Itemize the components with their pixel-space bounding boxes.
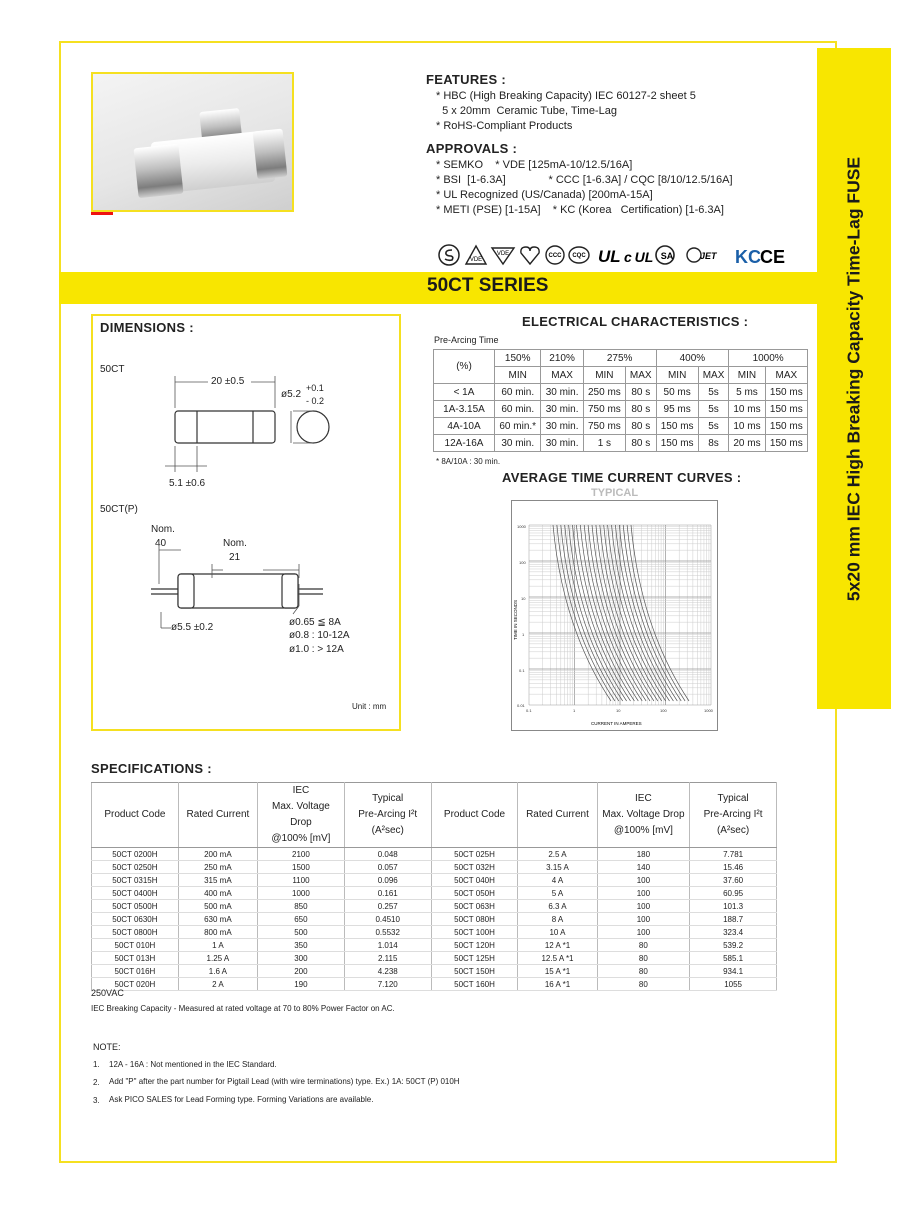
y-tick: 0.01: [517, 703, 525, 708]
table-cell: 1000: [257, 887, 344, 900]
column-header: Product Code: [431, 783, 518, 848]
table-cell: 934.1: [690, 965, 777, 978]
breaking-capacity-note: IEC Breaking Capacity - Measured at rated voltage at 70 to 80% Power Factor on AC.: [91, 1004, 395, 1013]
fuse-outline: [175, 411, 329, 443]
pre-arcing-label: Pre-Arcing Time: [434, 335, 499, 345]
column-header: Rated Current: [178, 783, 257, 848]
group-header: 275%: [583, 350, 656, 367]
notes-heading: NOTE:: [93, 1042, 121, 1052]
table-row: 12A-16A 30 min. 30 min. 1 s 80 s 150 ms 8s 20 ms 150 ms: [434, 435, 808, 452]
y-tick: 1: [522, 632, 525, 637]
min-header: MIN: [656, 367, 698, 384]
table-cell: 1.25 A: [178, 952, 257, 965]
note-text: 12A - 16A : Not mentioned in the IEC Standard.: [109, 1060, 277, 1069]
electrical-table: [433, 349, 808, 452]
table-cell: 2100: [257, 848, 344, 861]
table-cell: 500 mA: [178, 900, 257, 913]
jet-logo: [687, 248, 718, 262]
column-header: Rated Current: [518, 783, 597, 848]
body-diameter-label: ø5.5 ±0.2: [171, 622, 214, 633]
group-header: 210%: [541, 350, 583, 367]
table-cell: 630 mA: [178, 913, 257, 926]
feature-item: 5 x 20mm Ceramic Tube, Time-Lag: [436, 105, 617, 117]
variant-label: 50CT(P): [100, 504, 138, 515]
table-cell: 585.1: [690, 952, 777, 965]
x-tick: 100: [660, 708, 667, 713]
voltage-label: 250VAC: [91, 988, 124, 998]
table-row: 1A-3.15A 60 min. 30 min. 750 ms 80 s 95 ms 5s 10 ms 150 ms: [434, 401, 808, 418]
max-header: MAX: [541, 367, 583, 384]
table-cell: 50CT 0500H: [92, 900, 179, 913]
note-text: Ask PICO SALES for Lead Forming type. Forming Variations are available.: [109, 1095, 374, 1104]
table-cell: 650: [257, 913, 344, 926]
table-row: [92, 848, 777, 861]
min-header: MIN: [583, 367, 625, 384]
note-text: Add "P" after the part number for Pigtail Lead (with wire terminations) type. Ex.) 1A: 50CT (P) 010H: [109, 1077, 460, 1086]
features-heading: FEATURES :: [426, 72, 507, 87]
group-header: 150%: [495, 350, 541, 367]
table-cell: 0.057: [344, 861, 431, 874]
max-header: MAX: [765, 367, 807, 384]
ccc-logo: [546, 246, 564, 264]
table-cell: 50CT 0400H: [92, 887, 179, 900]
table-cell: 12.5 A *1: [518, 952, 597, 965]
ul-logo: [598, 247, 621, 266]
chart-ylabel: TIME IN SECONDS: [513, 599, 518, 640]
svg-text:VDE: VDE: [469, 257, 483, 263]
table-cell: 100: [597, 900, 690, 913]
table-cell: 15.46: [690, 861, 777, 874]
table-cell: 80: [597, 952, 690, 965]
table-cell: 100: [597, 913, 690, 926]
table-cell: 539.2: [690, 939, 777, 952]
table-cell: 50CT 125H: [431, 952, 518, 965]
cul-logo: [624, 249, 653, 265]
pigtail-fuse: [151, 574, 323, 608]
table-cell: 101.3: [690, 900, 777, 913]
column-header: IEC Max. Voltage Drop @100% [mV]: [597, 783, 690, 848]
table-cell: 0.096: [344, 874, 431, 887]
table-cell: 50CT 016H: [92, 965, 179, 978]
csa-logo: [569, 247, 589, 263]
table-row: [92, 926, 777, 939]
table-cell: 180: [597, 848, 690, 861]
group-header: 400%: [656, 350, 729, 367]
csa-c-logo: [656, 246, 674, 264]
table-cell: 50CT 020H: [92, 978, 179, 991]
photo-accent: [91, 212, 113, 215]
table-cell: 400 mA: [178, 887, 257, 900]
table-cell: 190: [257, 978, 344, 991]
note-number: 3.: [93, 1096, 100, 1105]
diameter-label: ø5.2: [281, 389, 302, 400]
features-list: [436, 89, 696, 134]
time-current-chart: [511, 500, 718, 731]
length-label: 20 ±0.5: [211, 376, 245, 387]
approval-item: * METI (PSE) [1-15A] * KC (Korea Certification) [1-6.3A]: [436, 204, 724, 216]
sidebar-title: 5x20 mm IEC High Breaking Capacity Time-Lag FUSE: [843, 156, 864, 601]
fuse-drawing: [93, 316, 399, 726]
column-header: IEC Max. Voltage Drop @100% [mV]: [257, 783, 344, 848]
series-band: [59, 272, 819, 304]
table-cell: 50CT 100H: [431, 926, 518, 939]
table-cell: 50CT 080H: [431, 913, 518, 926]
y-tick: 1000: [517, 524, 526, 529]
column-header: Typical Pre-Arcing I²t (A²sec): [344, 783, 431, 848]
y-tick: 10: [521, 596, 526, 601]
vde-mark: [492, 248, 514, 264]
electrical-footnote: * 8A/10A : 30 min.: [436, 457, 501, 466]
table-cell: 37.60: [690, 874, 777, 887]
sidebar-banner: [817, 48, 891, 709]
feature-item: * RoHS-Compliant Products: [436, 120, 573, 132]
table-cell: 500: [257, 926, 344, 939]
min-header: MIN: [495, 367, 541, 384]
lead-length-label: 40: [155, 538, 167, 549]
table-row: [92, 913, 777, 926]
table-cell: 5 A: [518, 887, 597, 900]
table-cell: 200 mA: [178, 848, 257, 861]
table-cell: 250 mA: [178, 861, 257, 874]
approvals-list: [436, 158, 733, 218]
curves-subheading: TYPICAL: [591, 487, 639, 499]
y-tick: 0.1: [519, 668, 525, 673]
lead-nominal-label: Nom.: [151, 524, 175, 535]
table-cell: 1055: [690, 978, 777, 991]
approvals-heading: APPROVALS :: [426, 141, 518, 156]
table-row: [92, 952, 777, 965]
table-cell: 300: [257, 952, 344, 965]
table-cell: 1.014: [344, 939, 431, 952]
table-cell: 1.6 A: [178, 965, 257, 978]
electrical-heading: ELECTRICAL CHARACTERISTICS :: [522, 314, 749, 329]
svg-text:UL: UL: [598, 247, 621, 266]
wire-spec: ø1.0 : > 12A: [289, 644, 344, 655]
svg-text:CQC: CQC: [572, 253, 586, 259]
vde-logo: [466, 246, 486, 264]
table-cell: 3.15 A: [518, 861, 597, 874]
body-length-label: 21: [229, 552, 241, 563]
table-row: [92, 900, 777, 913]
table-cell: 8 A: [518, 913, 597, 926]
table-cell: 0.048: [344, 848, 431, 861]
table-cell: 50CT 0200H: [92, 848, 179, 861]
kc-logo: [735, 247, 761, 267]
table-cell: 188.7: [690, 913, 777, 926]
column-header: Product Code: [92, 783, 179, 848]
table-cell: 350: [257, 939, 344, 952]
certification-logos: [438, 242, 790, 268]
table-cell: 0.5532: [344, 926, 431, 939]
table-cell: 0.161: [344, 887, 431, 900]
curves-heading: AVERAGE TIME CURRENT CURVES :: [502, 470, 742, 485]
table-cell: 100: [597, 926, 690, 939]
svg-text:SA: SA: [660, 251, 674, 261]
table-row: [92, 887, 777, 900]
table-cell: 7.781: [690, 848, 777, 861]
table-cell: 50CT 0630H: [92, 913, 179, 926]
specifications-heading: SPECIFICATIONS :: [91, 761, 212, 776]
table-cell: 2.5 A: [518, 848, 597, 861]
table-cell: 140: [597, 861, 690, 874]
note-number: 1.: [93, 1060, 100, 1069]
table-cell: 2 A: [178, 978, 257, 991]
table-cell: 850: [257, 900, 344, 913]
product-photo: [91, 72, 294, 212]
table-cell: 50CT 040H: [431, 874, 518, 887]
table-cell: 4 A: [518, 874, 597, 887]
wire-spec: ø0.65 ≦ 8A: [289, 617, 341, 628]
tolerance-minus: - 0.2: [306, 396, 325, 406]
dimensions-box: [91, 314, 401, 731]
table-cell: 4.238: [344, 965, 431, 978]
table-cell: 80: [597, 965, 690, 978]
table-cell: 50CT 120H: [431, 939, 518, 952]
wire-spec: ø0.8 : 10-12A: [289, 630, 350, 641]
table-cell: 100: [597, 887, 690, 900]
variant-label: 50CT: [100, 364, 125, 375]
table-cell: 60.95: [690, 887, 777, 900]
table-cell: 323.4: [690, 926, 777, 939]
table-row: [92, 965, 777, 978]
max-header: MAX: [626, 367, 656, 384]
table-cell: 50CT 0800H: [92, 926, 179, 939]
approval-item: * BSI [1-6.3A] * CCC [1-6.3A] / CQC [8/10/12.5/16A]: [436, 174, 733, 186]
min-header: MIN: [729, 367, 765, 384]
table-cell: 80: [597, 978, 690, 991]
svg-text:JET: JET: [700, 251, 717, 261]
kc-heart: [521, 247, 539, 264]
x-tick: 10: [616, 708, 621, 713]
table-cell: 50CT 0315H: [92, 874, 179, 887]
table-cell: 800 mA: [178, 926, 257, 939]
table-cell: 315 mA: [178, 874, 257, 887]
table-cell: 50CT 010H: [92, 939, 179, 952]
svg-text:CCC: CCC: [548, 253, 562, 259]
x-tick: 0.1: [526, 708, 532, 713]
table-cell: 10 A: [518, 926, 597, 939]
table-cell: 50CT 150H: [431, 965, 518, 978]
table-cell: 50CT 013H: [92, 952, 179, 965]
note-number: 2.: [93, 1078, 100, 1087]
table-cell: 200: [257, 965, 344, 978]
approval-item: * SEMKO * VDE [125mA-10/12.5/16A]: [436, 159, 633, 171]
svg-text:KC: KC: [735, 247, 761, 267]
table-row: 4A-10A 60 min.* 30 min. 750 ms 80 s 150 ms 5s 10 ms 150 ms: [434, 418, 808, 435]
table-cell: 100: [597, 874, 690, 887]
approval-item: * UL Recognized (US/Canada) [200mA-15A]: [436, 189, 653, 201]
table-cell: 7.120: [344, 978, 431, 991]
cap-length-label: 5.1 ±0.6: [169, 478, 206, 489]
table-cell: 80: [597, 939, 690, 952]
dimension-lines: [165, 376, 313, 472]
chart-xlabel: CURRENT IN AMPERES: [591, 721, 642, 726]
percent-header: (%): [434, 350, 495, 384]
table-row: [92, 874, 777, 887]
table-cell: 0.4510: [344, 913, 431, 926]
table-cell: 1100: [257, 874, 344, 887]
series-title: 50CT SERIES: [427, 275, 549, 296]
svg-text:c UL: c UL: [624, 249, 654, 265]
table-cell: 50CT 050H: [431, 887, 518, 900]
semko-logo: [439, 245, 459, 265]
table-row: [92, 978, 777, 991]
table-cell: 50CT 032H: [431, 861, 518, 874]
svg-text:VDE: VDE: [496, 251, 510, 257]
table-cell: 6.3 A: [518, 900, 597, 913]
ce-logo: [760, 247, 785, 267]
table-row: [92, 861, 777, 874]
body-nominal-label: Nom.: [223, 538, 247, 549]
table-cell: 15 A *1: [518, 965, 597, 978]
tolerance-plus: +0.1: [306, 383, 324, 393]
table-row: [92, 939, 777, 952]
table-cell: 1500: [257, 861, 344, 874]
x-tick: 1: [573, 708, 576, 713]
table-cell: 12 A *1: [518, 939, 597, 952]
column-header: Typical Pre-Arcing I²t (A²sec): [690, 783, 777, 848]
group-header: 1000%: [729, 350, 808, 367]
table-cell: 16 A *1: [518, 978, 597, 991]
svg-text:CE: CE: [760, 247, 786, 267]
feature-item: * HBC (High Breaking Capacity) IEC 60127-2 sheet 5: [436, 90, 696, 102]
specifications-table: [91, 782, 777, 991]
table-cell: 0.257: [344, 900, 431, 913]
max-header: MAX: [698, 367, 728, 384]
table-cell: 50CT 063H: [431, 900, 518, 913]
y-tick: 100: [519, 560, 526, 565]
table-cell: 1 A: [178, 939, 257, 952]
table-cell: 2.115: [344, 952, 431, 965]
x-tick: 1000: [704, 708, 713, 713]
dimensions-heading: DIMENSIONS :: [100, 320, 194, 335]
table-cell: 50CT 0250H: [92, 861, 179, 874]
unit-label: Unit : mm: [352, 702, 387, 711]
table-cell: 50CT 025H: [431, 848, 518, 861]
table-row: < 1A 60 min. 30 min. 250 ms 80 s 50 ms 5s 5 ms 150 ms: [434, 384, 808, 401]
table-cell: 50CT 160H: [431, 978, 518, 991]
